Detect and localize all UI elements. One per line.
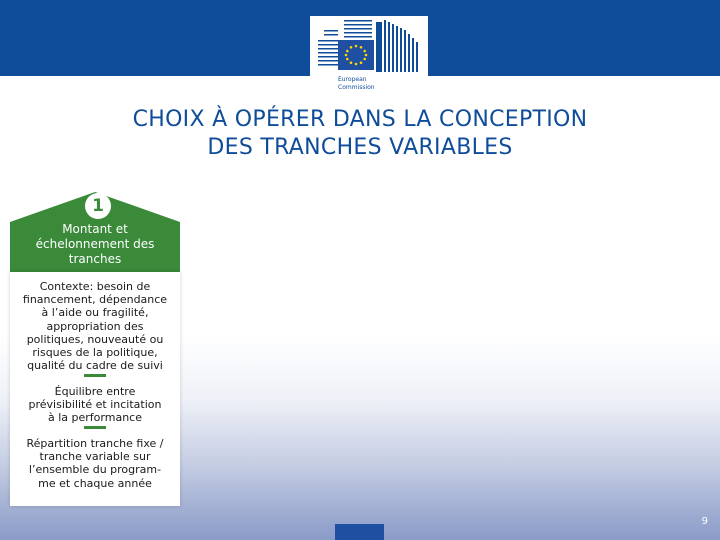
item-context-line: financement, dépendance bbox=[22, 293, 168, 307]
item-context-line: qualité du cadre de suivi bbox=[27, 359, 163, 373]
item-balance-line: prévisibilité et incitation bbox=[28, 398, 162, 412]
item-balance-line: Équilibre entre bbox=[54, 385, 136, 398]
item-balance bbox=[16, 385, 174, 425]
slide-title-line-2: DES TRANCHES VARIABLES bbox=[207, 135, 513, 160]
panel-heading bbox=[10, 222, 180, 267]
european-commission-logo bbox=[310, 16, 428, 94]
step-number: 1 bbox=[85, 193, 111, 219]
panel-heading-line-1: Montant et bbox=[62, 222, 128, 236]
slide-title bbox=[60, 106, 660, 162]
logo-line-2: Commission bbox=[338, 84, 375, 91]
logo-line-1: European bbox=[338, 76, 367, 83]
choice-panel bbox=[10, 192, 180, 506]
panel-body bbox=[10, 272, 180, 506]
item-split-line: me et chaque année bbox=[38, 476, 152, 490]
footer-eu-flag bbox=[335, 524, 384, 540]
divider bbox=[84, 426, 106, 429]
step-badge bbox=[82, 192, 114, 220]
commission-building-icon bbox=[310, 16, 428, 76]
item-context-line: à l’aide ou fragilité, bbox=[41, 306, 149, 320]
item-context-line: appropriation des bbox=[46, 319, 144, 333]
item-context bbox=[16, 280, 174, 372]
logo-text bbox=[338, 76, 375, 92]
slide-title-line-1: CHOIX À OPÉRER DANS LA CONCEPTION bbox=[132, 107, 588, 132]
panel-heading-line-2: échelonnement des bbox=[35, 237, 155, 251]
item-split-line: tranche variable sur bbox=[39, 450, 151, 464]
item-split bbox=[16, 437, 174, 490]
item-context-line: Contexte: besoin de bbox=[39, 280, 151, 293]
item-balance-line: à la performance bbox=[48, 411, 142, 425]
item-split-line: l’ensemble du program- bbox=[28, 463, 162, 477]
item-context-line: politiques, nouveauté ou bbox=[26, 332, 164, 346]
divider bbox=[84, 374, 106, 377]
page-number: 9 bbox=[701, 516, 708, 527]
item-split-line: Répartition tranche fixe / bbox=[26, 437, 164, 450]
item-context-line: risques de la politique, bbox=[32, 346, 158, 360]
panel-heading-line-3: tranches bbox=[68, 252, 122, 266]
